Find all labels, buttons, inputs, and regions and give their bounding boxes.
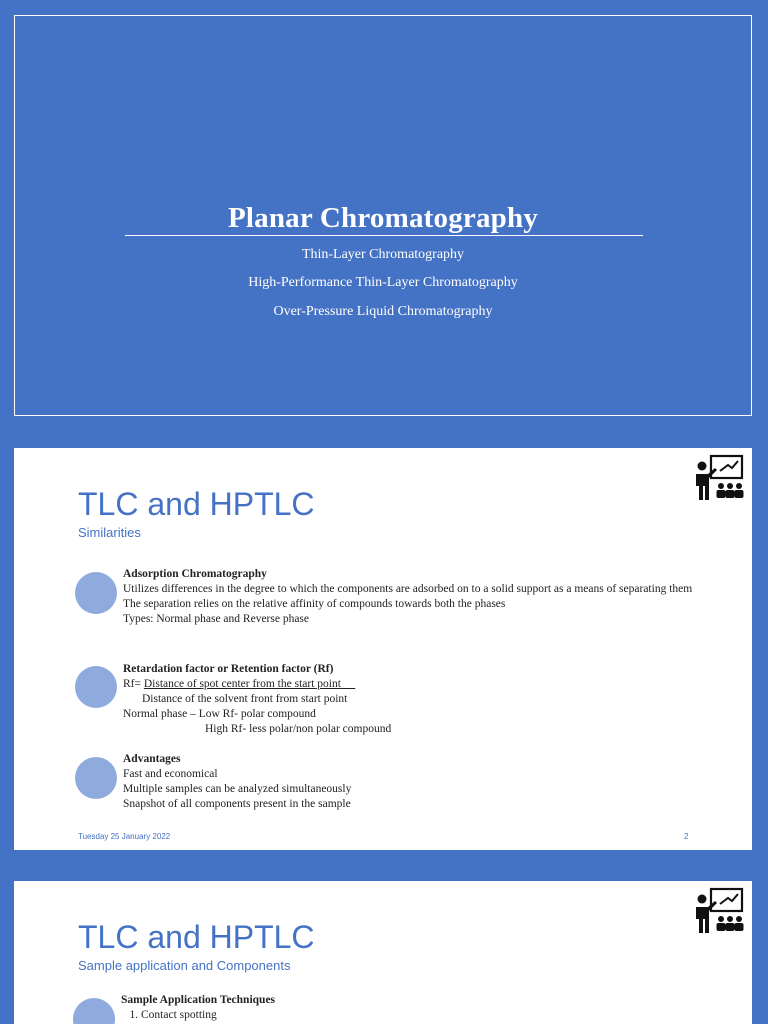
section-line: The separation relies on the relative affinity of compounds towards both the phases <box>123 598 506 610</box>
subtitle-tlc: Thin-Layer Chromatography <box>301 247 465 262</box>
presentation-title: Planar Chromatography <box>227 202 539 234</box>
section-heading: Retardation factor or Retention factor (Rf) <box>123 663 334 675</box>
slide-2 <box>14 448 752 850</box>
title-underline <box>125 235 643 236</box>
bullet-circle <box>75 757 117 799</box>
bullet-circle <box>75 572 117 614</box>
section-line: Types: Normal phase and Reverse phase <box>123 613 310 625</box>
footer-date: Tuesday 25 January 2022 <box>78 832 171 841</box>
rf-formula-line <box>123 677 703 692</box>
title-slide <box>14 15 752 416</box>
high-rf-line: High Rf- less polar/non polar compound <box>205 723 392 735</box>
rf-denominator: Distance of the solvent front from start point <box>142 693 348 705</box>
slide-title: TLC and HPTLC <box>78 919 315 955</box>
section-heading: Adsorption Chromatography <box>123 568 267 580</box>
section-heading: Sample Application Techniques <box>121 994 276 1006</box>
teacher-presentation-icon <box>694 887 744 933</box>
bullet-circle <box>75 666 117 708</box>
rf-numerator: Distance of spot center from the start point <box>143 678 341 690</box>
slide-subtitle: Similarities <box>78 525 141 540</box>
subtitle-hptlc: High-Performance Thin-Layer Chromatography <box>248 275 518 290</box>
subtitle-oplc: Over-Pressure Liquid Chromatography <box>273 304 493 319</box>
section-line: Multiple samples can be analyzed simultaneously <box>123 783 352 795</box>
advantages-section <box>123 752 703 812</box>
rf-section <box>123 662 703 737</box>
rf-prefix: Rf= <box>123 678 144 690</box>
list-item: 1. Contact spotting <box>141 1008 701 1023</box>
slide-subtitle: Sample application and Components <box>78 958 291 973</box>
section-line: Snapshot of all components present in the sample <box>123 798 351 810</box>
sample-application-section <box>121 993 701 1023</box>
adsorption-section <box>123 567 703 627</box>
teacher-presentation-icon <box>694 454 744 500</box>
normal-phase-line: Normal phase – Low Rf- polar compound <box>123 708 316 720</box>
slide-title: TLC and HPTLC <box>78 486 315 522</box>
technique-list <box>121 1008 701 1023</box>
section-heading: Advantages <box>123 753 181 765</box>
bullet-circle <box>73 998 115 1024</box>
section-line: Fast and economical <box>123 768 218 780</box>
section-line: Utilizes differences in the degree to which the components are adsorbed on to a solid support as a means of separating them <box>123 583 693 595</box>
slide-3 <box>14 881 752 1024</box>
page-number: 2 <box>684 832 689 841</box>
